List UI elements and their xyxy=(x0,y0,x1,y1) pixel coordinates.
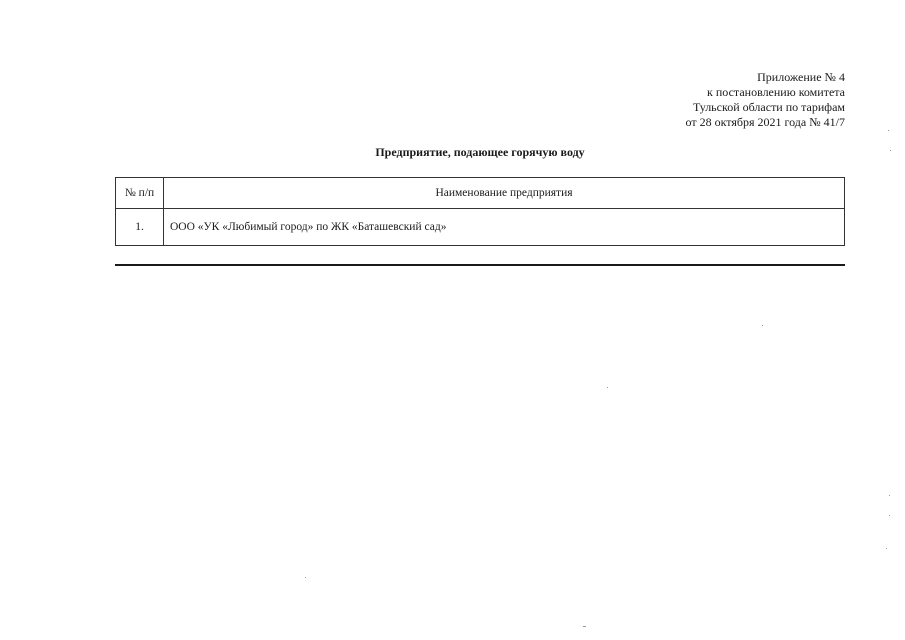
appendix-header xyxy=(686,70,845,130)
appendix-issuer: Тульской области по тарифам xyxy=(692,100,845,114)
scan-speck xyxy=(889,495,890,496)
scan-speck xyxy=(762,325,763,326)
enterprise-name-cell: ООО «УК «Любимый город» по ЖК «Баташевский сад» xyxy=(164,209,845,246)
document-title: Предприятие, подающее горячую воду xyxy=(375,145,585,159)
enterprise-table xyxy=(115,177,845,246)
appendix-date: от 28 октября 2021 года № 41/7 xyxy=(685,115,845,129)
scan-speck xyxy=(888,130,889,131)
table-header-row xyxy=(116,178,845,209)
column-header-name: Наименование предприятия xyxy=(164,178,845,209)
appendix-reference: к постановлению комитета xyxy=(707,85,845,99)
scan-speck xyxy=(890,150,891,151)
column-header-number: № п/п xyxy=(116,178,164,209)
scan-speck xyxy=(889,515,890,516)
table-row xyxy=(116,209,845,246)
scan-speck xyxy=(886,548,887,549)
scan-speck xyxy=(305,577,306,578)
scan-speck xyxy=(583,626,586,627)
row-number-cell: 1. xyxy=(116,209,164,246)
bottom-divider xyxy=(115,264,845,266)
scan-speck xyxy=(607,387,608,388)
appendix-number: Приложение № 4 xyxy=(757,70,845,84)
